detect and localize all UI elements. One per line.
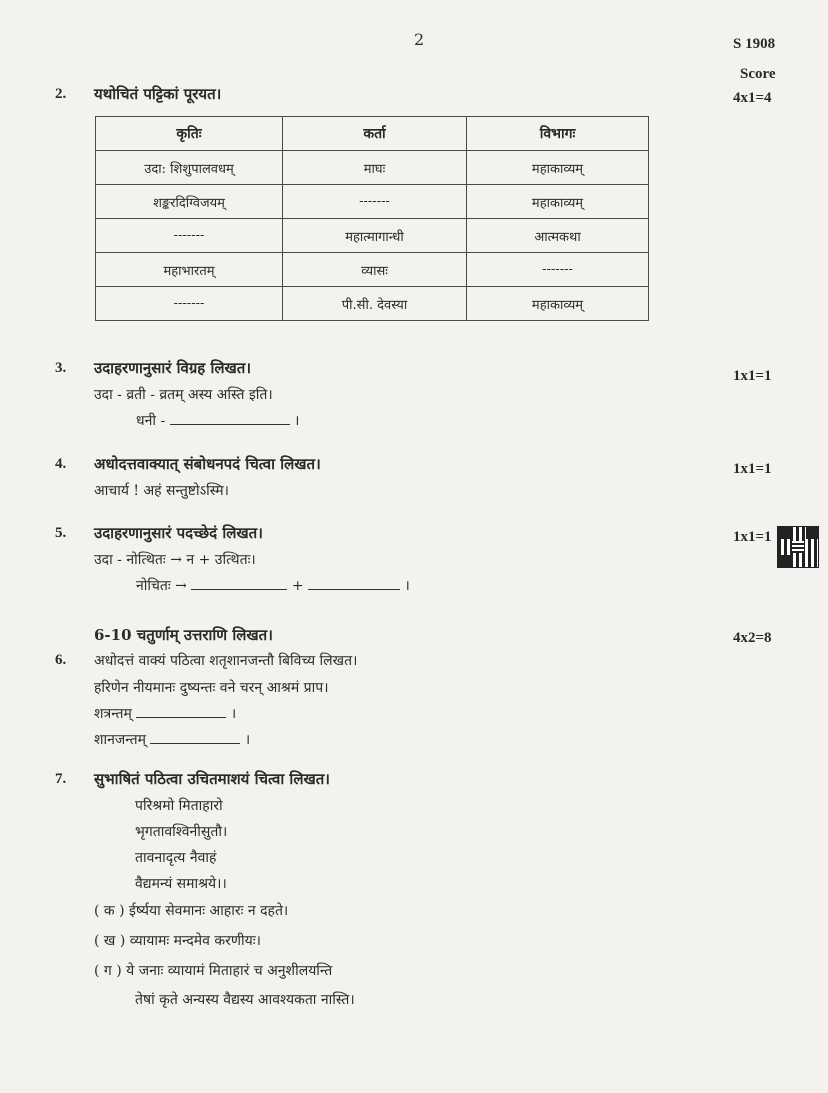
q5-answer-blank-1	[191, 589, 287, 590]
q6-number: 6.	[55, 652, 67, 668]
q6-blank-1	[136, 717, 226, 718]
table-cell: माघः	[283, 151, 467, 185]
table-cell: शङ्करदिग्विजयम्	[96, 185, 283, 219]
section-score: 4x2=8	[733, 630, 772, 646]
option-a	[94, 901, 288, 920]
option-c-continuation: तेषां कृते अन्यस्य वैद्यस्य आवश्यकता नास्ति।	[135, 992, 355, 1008]
table-header-cell: विभागः	[467, 117, 649, 151]
q3-example: उदा - व्रती - व्रतम् अस्य अस्ति इति।	[94, 387, 273, 403]
score-heading: Score	[740, 66, 776, 82]
q5-title: उदाहरणानुसारं पदच्छेदं लिखत।	[94, 524, 263, 542]
q6-line2-label: शानजन्तम्	[94, 732, 146, 748]
q5-item-end: ।	[404, 578, 410, 594]
qr-code	[777, 526, 819, 568]
q4-score: 1x1=1	[733, 461, 772, 477]
q5-item	[136, 576, 410, 595]
q3-item-text: धनी -	[136, 413, 166, 429]
q5-answer-blank-2	[308, 589, 400, 590]
option-text: ईर्ष्यया सेवमानः आहारः न दहते।	[129, 903, 289, 919]
option-text: व्यायामः मन्दमेव करणीयः।	[129, 933, 261, 949]
table-row	[96, 219, 649, 253]
table-cell: व्यासः	[283, 253, 467, 287]
table-cell: महाकाव्यम्	[467, 287, 649, 321]
verse-line: भृगतावश्विनीसुतौ।	[135, 824, 228, 840]
option-label: ( क )	[94, 903, 125, 919]
table-cell: -------	[96, 287, 283, 321]
table-cell: -------	[96, 219, 283, 253]
q5-score: 1x1=1	[733, 529, 772, 545]
q3-title: उदाहरणानुसारं विग्रह लिखत।	[94, 359, 252, 377]
q6-sentence: हरिणेन नीयमानः दुष्यन्तः वने चरन् आश्रमं प्राप।	[94, 680, 329, 696]
q5-number: 5.	[55, 525, 67, 541]
q7-title: सुभाषितं पठित्वा उचितमाशयं चित्वा लिखत।	[94, 770, 330, 788]
q3-number: 3.	[55, 360, 67, 376]
table-row	[96, 253, 649, 287]
q5-example: उदा - नोत्थितः → न + उत्थितः।	[94, 552, 256, 568]
verse-line: तावनादृत्य नैवाहं	[135, 850, 217, 866]
q2-table	[95, 116, 649, 321]
verse-line: वैद्यमन्यं समाश्रये।।	[135, 876, 227, 892]
q5-item-text: नोचितः →	[136, 578, 187, 594]
q3-score: 1x1=1	[733, 368, 772, 384]
q4-sentence: आचार्य ! अहं सन्तुष्टोऽस्मि।	[94, 483, 229, 499]
table-header-cell: कृतिः	[96, 117, 283, 151]
verse-line: परिश्रमो मिताहारो	[135, 798, 223, 814]
q2-title: यथोचितं पट्टिकां पूरयत।	[94, 85, 222, 103]
q4-title: अधोदत्तवाक्यात् संबोधनपदं चित्वा लिखत।	[94, 455, 321, 473]
option-label: ( ख )	[94, 933, 126, 949]
option-label: ( ग )	[94, 963, 122, 979]
q6-line1-end: ।	[230, 706, 237, 722]
q3-item	[136, 411, 299, 430]
q3-item-end: ।	[294, 413, 300, 429]
table-row	[96, 287, 649, 321]
table-cell: पी.सी. देवस्या	[283, 287, 467, 321]
q4-number: 4.	[55, 456, 67, 472]
option-text: ये जनाः व्यायामं मिताहारं च अनुशीलयन्ति	[126, 963, 333, 979]
table-cell: आत्मकथा	[467, 219, 649, 253]
table-cell: महात्मागान्धी	[283, 219, 467, 253]
q5-plus: +	[291, 578, 304, 594]
option-c	[94, 961, 332, 980]
q2-number: 2.	[55, 86, 67, 102]
table-cell: -------	[283, 185, 467, 219]
table-cell: महाकाव्यम्	[467, 185, 649, 219]
table-row	[96, 185, 649, 219]
q6-line1-label: शत्रन्तम्	[94, 706, 132, 722]
section-title: 6-10 चतुर्णाम् उत्तराणि लिखत।	[94, 626, 273, 644]
table-cell: महाकाव्यम्	[467, 151, 649, 185]
option-b	[94, 931, 261, 950]
q6-line-shatr	[94, 704, 236, 723]
page-number: 2	[414, 30, 425, 49]
q6-title: अधोदत्तं वाक्यं पठित्वा शतृशानजन्तौ बिविच्य लिखत।	[94, 653, 358, 669]
q2-score: 4x1=4	[733, 90, 772, 106]
q7-number: 7.	[55, 771, 67, 787]
table-row	[96, 151, 649, 185]
q6-blank-2	[150, 743, 240, 744]
table-cell: उदा: शिशुपालवधम्	[96, 151, 283, 185]
table-header-cell: कर्ता	[283, 117, 467, 151]
q6-line-shanach	[94, 730, 250, 749]
paper-code: S 1908	[733, 36, 776, 52]
table-header-row	[96, 117, 649, 151]
table-cell: -------	[467, 253, 649, 287]
q3-answer-blank	[170, 424, 290, 425]
table-cell: महाभारतम्	[96, 253, 283, 287]
q6-line2-end: ।	[244, 732, 251, 748]
